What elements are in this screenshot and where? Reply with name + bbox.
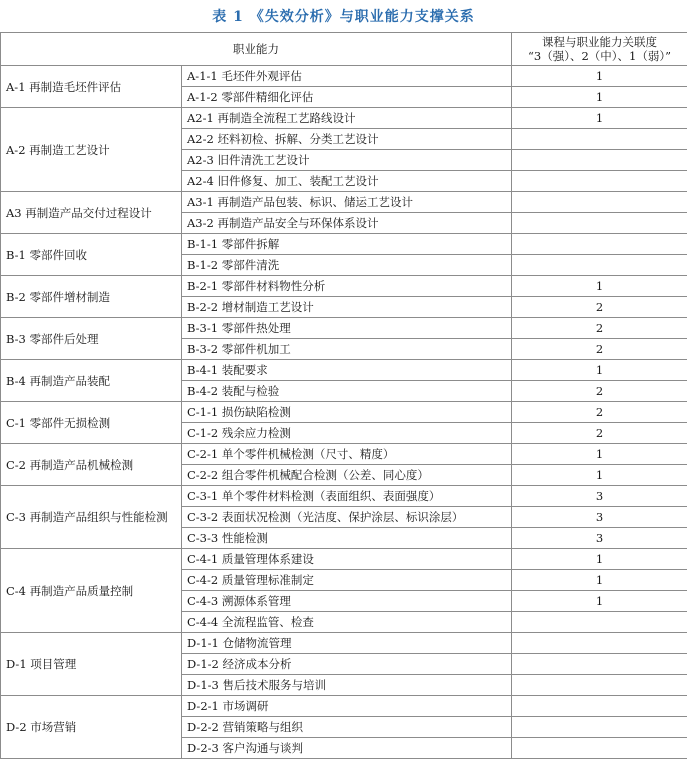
relation-value-cell: 3 — [512, 486, 687, 507]
relation-value-cell: 2 — [512, 381, 687, 402]
competency-item-cell: B-3-2 零部件机加工 — [182, 339, 512, 360]
relation-value-cell — [512, 633, 687, 654]
table-row — [1, 108, 687, 129]
relation-value-cell: 2 — [512, 339, 687, 360]
competency-item-cell: D-2-1 市场调研 — [182, 696, 512, 717]
relation-value-cell — [512, 612, 687, 633]
relation-value-cell: 1 — [512, 591, 687, 612]
competency-item-cell: B-1-1 零部件拆解 — [182, 234, 512, 255]
table-body — [1, 66, 687, 759]
competency-item-cell: A2-2 坯料初检、拆解、分类工艺设计 — [182, 129, 512, 150]
relation-value-cell: 1 — [512, 465, 687, 486]
competency-item-cell: D-1-1 仓储物流管理 — [182, 633, 512, 654]
competency-group-cell: C-1 零部件无损检测 — [1, 402, 182, 444]
relation-value-cell: 1 — [512, 87, 687, 108]
table-row — [1, 66, 687, 87]
table-header-row — [1, 33, 687, 66]
relation-value-cell: 2 — [512, 318, 687, 339]
competency-item-cell: A2-4 旧件修复、加工、装配工艺设计 — [182, 171, 512, 192]
relation-value-cell — [512, 129, 687, 150]
relation-value-cell: 1 — [512, 276, 687, 297]
competency-item-cell: D-1-3 售后技术服务与培训 — [182, 675, 512, 696]
table-title: 表 1 《失效分析》与职业能力支撑关系 — [0, 0, 687, 32]
competency-group-cell: B-4 再制造产品装配 — [1, 360, 182, 402]
relation-value-cell — [512, 654, 687, 675]
competency-item-cell: C-1-1 损伤缺陷检测 — [182, 402, 512, 423]
relation-value-cell: 3 — [512, 507, 687, 528]
relation-value-cell: 1 — [512, 66, 687, 87]
table-row — [1, 360, 687, 381]
competency-group-cell: B-2 零部件增材制造 — [1, 276, 182, 318]
competency-item-cell: A-1-2 零部件精细化评估 — [182, 87, 512, 108]
header-competency: 职业能力 — [1, 33, 512, 66]
relation-value-cell — [512, 738, 687, 759]
competency-group-cell: A-2 再制造工艺设计 — [1, 108, 182, 192]
competency-item-cell: A3-2 再制造产品安全与环保体系设计 — [182, 213, 512, 234]
competency-item-cell: C-3-3 性能检测 — [182, 528, 512, 549]
header-relation — [512, 33, 687, 66]
relation-value-cell — [512, 234, 687, 255]
competency-item-cell: C-2-1 单个零件机械检测（尺寸、精度） — [182, 444, 512, 465]
table-row — [1, 696, 687, 717]
competency-group-cell: B-1 零部件回收 — [1, 234, 182, 276]
competency-item-cell: D-2-2 营销策略与组织 — [182, 717, 512, 738]
header-relation-line2: “3（强）、2（中）、1（弱）” — [512, 49, 687, 63]
table-row — [1, 633, 687, 654]
competency-group-cell: C-4 再制造产品质量控制 — [1, 549, 182, 633]
table-row — [1, 444, 687, 465]
competency-item-cell: B-4-1 装配要求 — [182, 360, 512, 381]
table-row — [1, 318, 687, 339]
competency-item-cell: B-2-2 增材制造工艺设计 — [182, 297, 512, 318]
competency-group-cell: D-1 项目管理 — [1, 633, 182, 696]
table-row — [1, 486, 687, 507]
competency-item-cell: C-3-1 单个零件材料检测（表面组织、表面强度） — [182, 486, 512, 507]
relation-value-cell — [512, 717, 687, 738]
header-relation-line1: 课程与职业能力关联度 — [512, 35, 687, 49]
competency-item-cell: C-4-4 全流程监管、检查 — [182, 612, 512, 633]
competency-group-cell: A3 再制造产品交付过程设计 — [1, 192, 182, 234]
relation-value-cell — [512, 171, 687, 192]
competency-group-cell: B-3 零部件后处理 — [1, 318, 182, 360]
competency-item-cell: C-1-2 残余应力检测 — [182, 423, 512, 444]
competency-item-cell: D-1-2 经济成本分析 — [182, 654, 512, 675]
competency-item-cell: C-4-1 质量管理体系建设 — [182, 549, 512, 570]
competency-item-cell: B-4-2 装配与检验 — [182, 381, 512, 402]
relation-value-cell: 2 — [512, 423, 687, 444]
relation-value-cell: 1 — [512, 360, 687, 381]
competency-item-cell: C-4-2 质量管理标准制定 — [182, 570, 512, 591]
competency-group-cell: C-2 再制造产品机械检测 — [1, 444, 182, 486]
competency-item-cell: A2-1 再制造全流程工艺路线设计 — [182, 108, 512, 129]
relation-value-cell — [512, 255, 687, 276]
competency-item-cell: C-3-2 表面状况检测（光洁度、保护涂层、标识涂层） — [182, 507, 512, 528]
relation-value-cell: 2 — [512, 402, 687, 423]
table-row — [1, 549, 687, 570]
relation-value-cell: 1 — [512, 549, 687, 570]
competency-item-cell: B-1-2 零部件清洗 — [182, 255, 512, 276]
competency-item-cell: B-2-1 零部件材料物性分析 — [182, 276, 512, 297]
relation-value-cell: 3 — [512, 528, 687, 549]
table-row — [1, 234, 687, 255]
relation-value-cell: 1 — [512, 570, 687, 591]
competency-item-cell: A2-3 旧件清洗工艺设计 — [182, 150, 512, 171]
table-row — [1, 402, 687, 423]
competency-group-cell: A-1 再制造毛坯件评估 — [1, 66, 182, 108]
table-row — [1, 192, 687, 213]
competency-group-cell: D-2 市场营销 — [1, 696, 182, 759]
competency-item-cell: D-2-3 客户沟通与谈判 — [182, 738, 512, 759]
table-row — [1, 276, 687, 297]
relation-value-cell — [512, 675, 687, 696]
relation-value-cell — [512, 192, 687, 213]
relation-value-cell: 1 — [512, 108, 687, 129]
competency-item-cell: A3-1 再制造产品包装、标识、储运工艺设计 — [182, 192, 512, 213]
competency-item-cell: B-3-1 零部件热处理 — [182, 318, 512, 339]
relation-value-cell — [512, 213, 687, 234]
relation-value-cell: 2 — [512, 297, 687, 318]
relation-value-cell — [512, 696, 687, 717]
relation-value-cell: 1 — [512, 444, 687, 465]
competency-item-cell: C-4-3 溯源体系管理 — [182, 591, 512, 612]
competency-item-cell: A-1-1 毛坯件外观评估 — [182, 66, 512, 87]
competency-group-cell: C-3 再制造产品组织与性能检测 — [1, 486, 182, 549]
competency-item-cell: C-2-2 组合零件机械配合检测（公差、同心度） — [182, 465, 512, 486]
competency-table — [0, 32, 687, 759]
relation-value-cell — [512, 150, 687, 171]
